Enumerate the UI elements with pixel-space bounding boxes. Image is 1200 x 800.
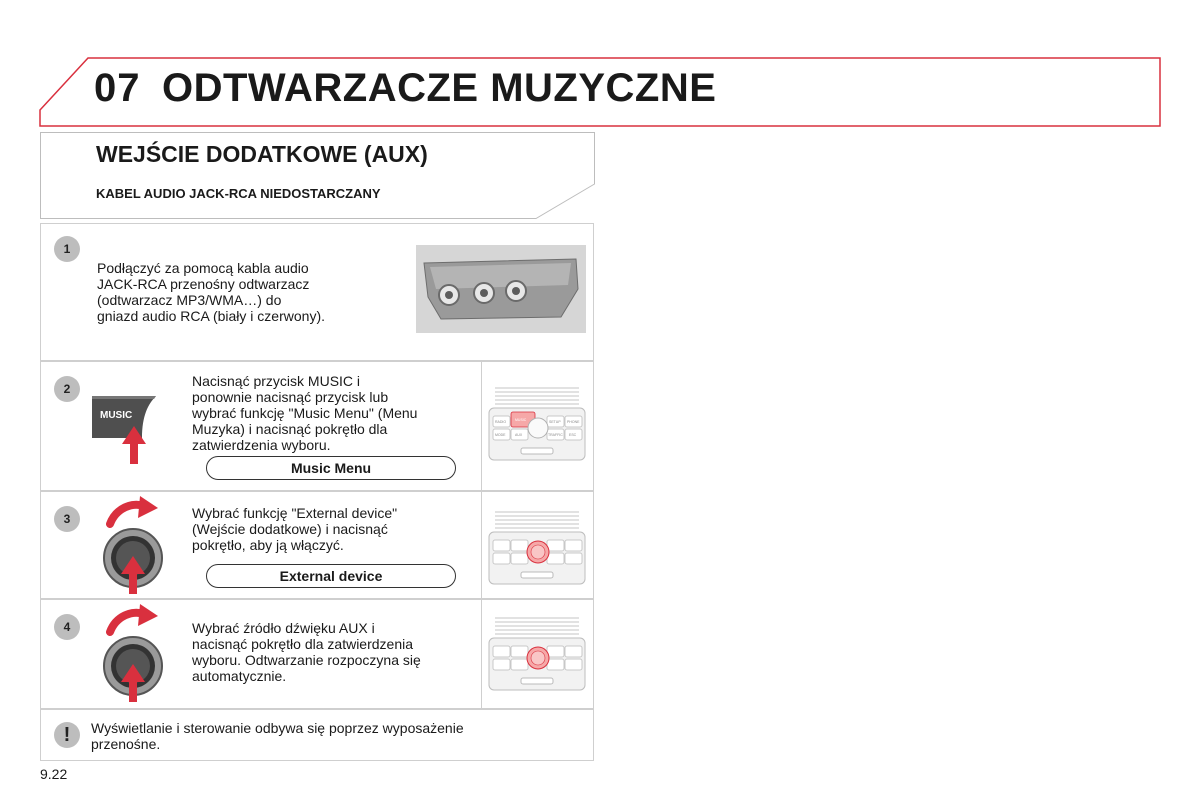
step-divider [481,492,482,598]
panel-label: SETUP [549,420,561,424]
music-button-label: MUSIC [100,410,133,421]
panel-label: MODE [495,433,506,437]
section-subtitle: KABEL AUDIO JACK-RCA NIEDOSTARCZANY [96,186,381,201]
step-1 [40,223,594,361]
section-title: WEJŚCIE DODATKOWE (AUX) [96,141,428,167]
step-4 [40,599,594,709]
step-number-badge: 2 [54,376,80,402]
step-text: Wybrać funkcję "External device" (Wejście dodatkowe) i nacisnąć pokrętło, aby ją włączyć. [192,505,398,553]
rotary-knob-illustration [98,602,168,706]
step-divider [481,600,482,708]
step-text: Nacisnąć przycisk MUSIC i ponownie nacisnąć przycisk lub wybrać funkcję "Music Menu" (Menu Muzyka) i nacisnąć pokrętło dla zatwierdzenia wyboru. [192,373,418,453]
note-box [40,709,594,761]
external-device-option: External device [206,564,456,588]
rotary-knob-illustration [98,494,168,598]
warning-icon: ! [54,722,80,748]
chapter-title: ODTWARZACZE MUZYCZNE [162,66,717,110]
panel-label: RADIO [495,420,507,424]
page-number: 9.22 [40,766,68,782]
control-panel-image [487,382,587,464]
step-number-badge: 1 [54,236,80,262]
step-number-badge: 4 [54,614,80,640]
step-2 [40,361,594,491]
panel-label: PHONE [567,420,580,424]
music-menu-option: Music Menu [206,456,456,480]
control-panel-image [487,506,587,588]
note-text: Wyświetlanie i sterowanie odbywa się poprzez wyposażenie przenośne. [91,720,464,752]
panel-label: TRAFFIC [548,433,563,437]
step-text: Podłączyć za pomocą kabla audio JACK-RCA przenośny odtwarzacz (odtwarzacz MP3/WMA…) do gniazd audio RCA (biały i czerwony). [97,260,325,324]
panel-label: AUX [515,433,523,437]
step-text: Wybrać źródło dźwięku AUX i nacisnąć pokrętło dla zatwierdzenia wyboru. Odtwarzanie rozpoczyna się automatycznie. [192,620,421,684]
panel-label: MUSIC [515,418,527,422]
step-number-badge: 3 [54,506,80,532]
chapter-number: 07 [94,66,141,110]
music-button-illustration [92,392,172,466]
control-panel-image [487,612,587,694]
rca-sockets-image [416,245,586,333]
step-3 [40,491,594,599]
step-divider [481,362,482,490]
panel-label: ESC [569,433,577,437]
